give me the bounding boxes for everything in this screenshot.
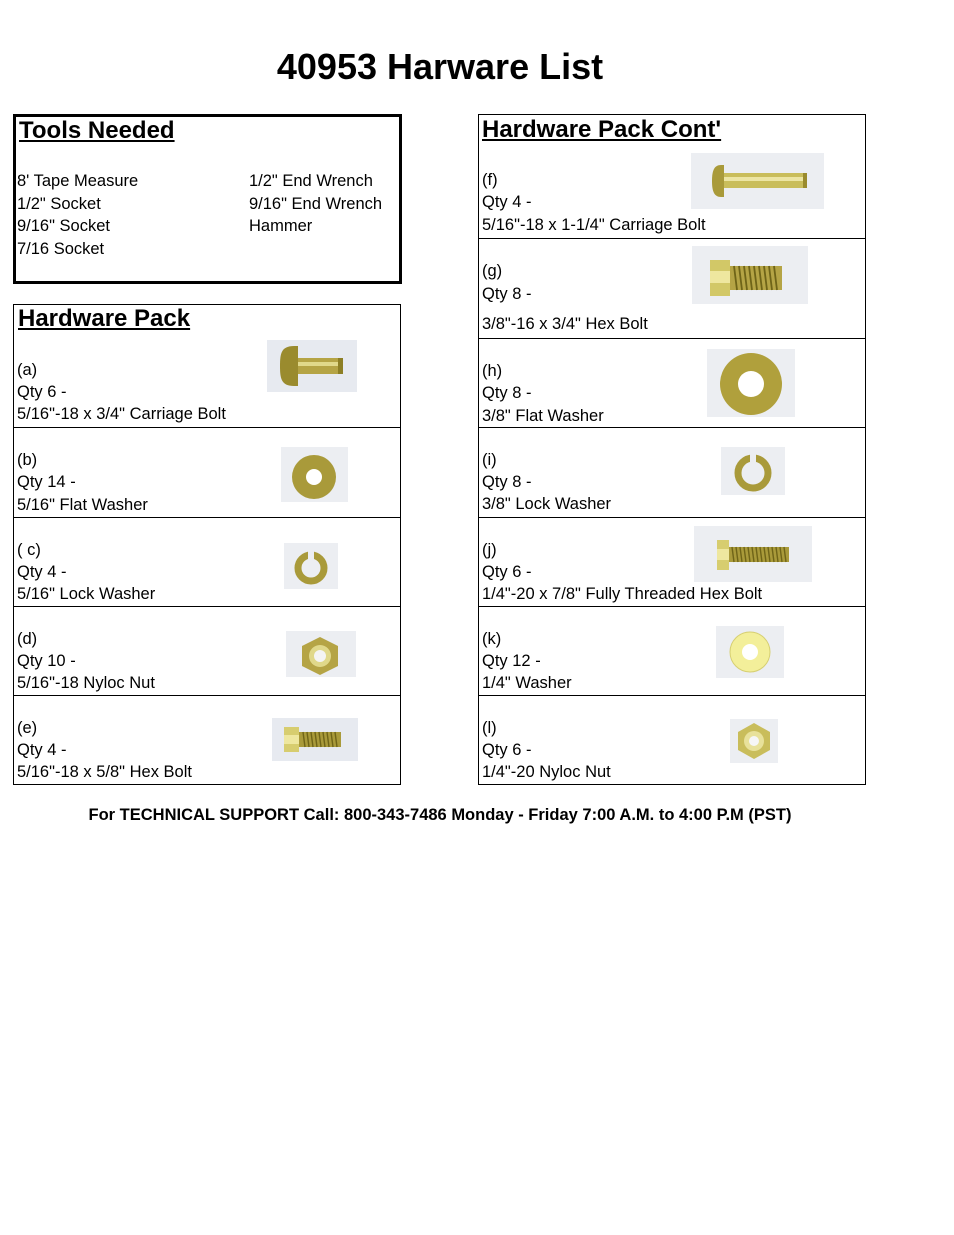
item-qty: Qty 8 - bbox=[482, 473, 532, 491]
item-desc: 5/16" Lock Washer bbox=[17, 585, 156, 603]
item-desc: 1/4"-20 x 7/8" Fully Threaded Hex Bolt bbox=[482, 585, 763, 603]
tools-column-left bbox=[17, 170, 138, 260]
page-title: 40953 Harware List bbox=[276, 46, 604, 87]
item-desc: 5/16"-18 x 5/8" Hex Bolt bbox=[17, 763, 192, 781]
hardware-item bbox=[14, 695, 400, 786]
hardware-item bbox=[14, 517, 400, 606]
flat-washer-icon bbox=[707, 349, 795, 417]
item-qty: Qty 12 - bbox=[482, 652, 541, 670]
item-qty: Qty 6 - bbox=[482, 563, 532, 581]
carriage-bolt-icon bbox=[267, 340, 357, 392]
hardware-item bbox=[479, 517, 865, 606]
item-desc: 5/16" Flat Washer bbox=[17, 496, 148, 514]
item-letter: ( c) bbox=[17, 541, 41, 559]
item-qty: Qty 10 - bbox=[17, 652, 76, 670]
tool-item: 7/16 Socket bbox=[17, 239, 105, 258]
tools-needed-box bbox=[13, 114, 402, 284]
item-letter: (h) bbox=[482, 362, 503, 380]
hardware-item bbox=[479, 338, 865, 427]
hardware-item bbox=[14, 427, 400, 517]
item-desc: 3/8" Flat Washer bbox=[482, 407, 604, 425]
item-desc: 1/4" Washer bbox=[482, 674, 572, 692]
hardware-item bbox=[14, 606, 400, 695]
item-desc: 1/4"-20 Nyloc Nut bbox=[482, 763, 611, 781]
hardware-pack-heading: Hardware Pack bbox=[18, 305, 191, 332]
technical-support-footer: For TECHNICAL SUPPORT Call: 800-343-7486 Monday - Friday 7:00 A.M. to 4:00 P.M (PST) bbox=[88, 806, 792, 824]
hardware-pack-cont-heading: Hardware Pack Cont' bbox=[482, 116, 722, 143]
carriage-bolt-icon bbox=[691, 153, 824, 209]
item-letter: (i) bbox=[482, 451, 497, 469]
item-qty: Qty 8 - bbox=[482, 285, 532, 303]
hardware-item bbox=[14, 305, 400, 427]
item-letter: (g) bbox=[482, 262, 503, 280]
washer-icon bbox=[716, 626, 784, 678]
hardware-pack-box bbox=[13, 304, 401, 785]
hardware-item bbox=[479, 238, 865, 338]
item-desc: 3/8" Lock Washer bbox=[482, 495, 612, 513]
hardware-item bbox=[479, 695, 865, 786]
item-letter: (j) bbox=[482, 541, 497, 559]
nyloc-nut-icon bbox=[730, 719, 778, 763]
hardware-item bbox=[479, 427, 865, 517]
hardware-item bbox=[479, 606, 865, 695]
tools-heading: Tools Needed bbox=[19, 117, 175, 144]
item-letter: (d) bbox=[17, 630, 38, 648]
nyloc-nut-icon bbox=[286, 631, 356, 677]
item-letter: (k) bbox=[482, 630, 502, 648]
tool-item: 9/16" End Wrench bbox=[249, 194, 383, 213]
tool-item: Hammer bbox=[249, 217, 313, 235]
hex-bolt-icon bbox=[272, 718, 358, 761]
item-qty: Qty 8 - bbox=[482, 384, 532, 402]
item-letter: (b) bbox=[17, 451, 38, 469]
item-desc: 3/8"-16 x 3/4" Hex Bolt bbox=[482, 315, 648, 333]
item-qty: Qty 4 - bbox=[482, 193, 532, 211]
item-qty: Qty 6 - bbox=[482, 741, 532, 759]
lock-washer-icon bbox=[284, 543, 338, 589]
item-desc: 5/16"-18 x 3/4" Carriage Bolt bbox=[17, 405, 226, 423]
hardware-item bbox=[479, 115, 865, 238]
item-qty: Qty 4 - bbox=[17, 563, 67, 581]
hex-bolt-icon bbox=[692, 246, 808, 304]
tool-item: 1/2" End Wrench bbox=[249, 172, 373, 190]
hardware-pack-cont-box bbox=[478, 114, 866, 785]
tool-item: 9/16" Socket bbox=[17, 217, 110, 235]
tool-item: 1/2" Socket bbox=[17, 194, 101, 213]
item-letter: (l) bbox=[482, 719, 497, 737]
item-desc: 5/16"-18 x 1-1/4" Carriage Bolt bbox=[482, 216, 706, 234]
item-letter: (f) bbox=[482, 171, 498, 189]
item-letter: (e) bbox=[17, 719, 38, 737]
tools-column-right bbox=[249, 170, 382, 238]
threaded-hex-bolt-icon bbox=[694, 526, 812, 582]
flat-washer-icon bbox=[281, 447, 348, 502]
item-qty: Qty 14 - bbox=[17, 473, 76, 491]
lock-washer-icon bbox=[721, 447, 785, 495]
item-qty: Qty 4 - bbox=[17, 741, 67, 759]
item-letter: (a) bbox=[17, 361, 38, 379]
item-qty: Qty 6 - bbox=[17, 383, 67, 401]
tool-item: 8' Tape Measure bbox=[17, 172, 139, 190]
item-desc: 5/16"-18 Nyloc Nut bbox=[17, 674, 155, 692]
